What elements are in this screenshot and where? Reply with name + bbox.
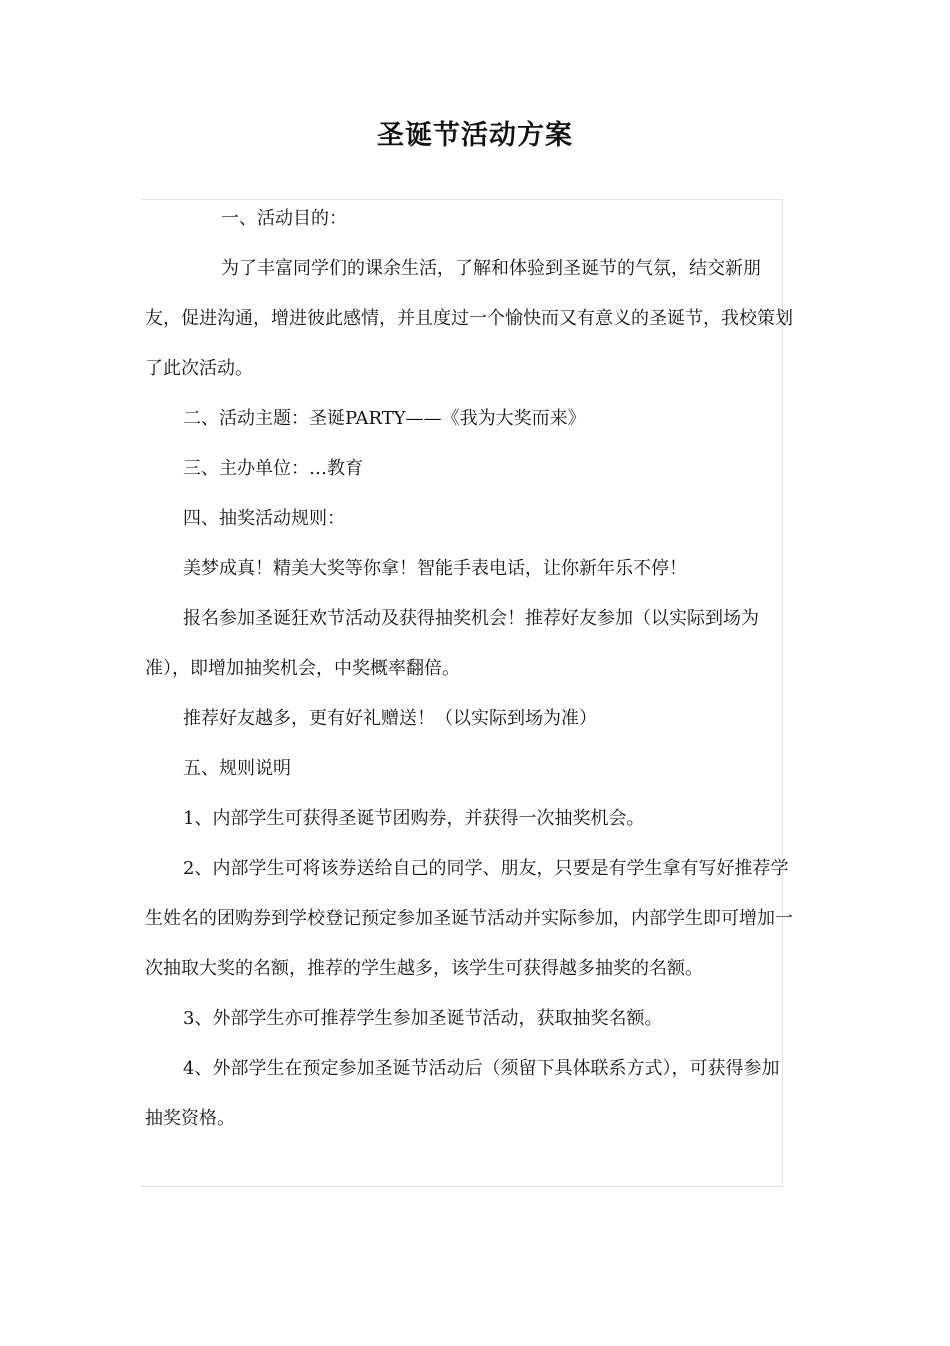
rule-item-3: 3、外部学生亦可推荐学生参加圣诞节活动，获取抽奖名额。 <box>183 1008 663 1029</box>
document-body <box>145 194 793 1144</box>
section-heading-theme: 二、活动主题：圣诞PARTY——《我为大奖而来》 <box>183 408 586 429</box>
section-heading-purpose: 一、活动目的： <box>221 208 347 229</box>
paragraph-signup: 报名参加圣诞狂欢节活动及获得抽奖机会！推荐好友参加（以实际到场为准），即增加抽奖机会，中奖概率翻倍。 <box>145 608 759 679</box>
rule-item-4: 4、外部学生在预定参加圣诞节活动后（须留下具体联系方式），可获得参加抽奖资格。 <box>145 1058 780 1129</box>
section-heading-rules: 五、规则说明 <box>183 758 291 779</box>
section-heading-lottery-rules: 四、抽奖活动规则： <box>183 508 345 529</box>
paragraph-purpose: 为了丰富同学们的课余生活，了解和体验到圣诞节的气氛，结交新朋友，促进沟通，增进彼此感情，并且度过一个愉快而又有意义的圣诞节，我校策划了此次活动。 <box>145 258 793 379</box>
rule-item-1: 1、内部学生可获得圣诞节团购券，并获得一次抽奖机会。 <box>183 808 645 829</box>
document-title: 圣诞节活动方案 <box>377 120 573 151</box>
rule-item-2: 2、内部学生可将该券送给自己的同学、朋友，只要是有学生拿有写好推荐学生姓名的团购券到学校登记预定参加圣诞节活动并实际参加，内部学生即可增加一次抽取大奖的名额，推荐的学生越多，该学生可获得越多抽奖的名额。 <box>145 858 793 979</box>
paragraph-prizes: 美梦成真！精美大奖等你拿！智能手表电话，让你新年乐不停！ <box>183 558 687 579</box>
section-heading-organizer: 三、主办单位：…教育 <box>183 458 363 479</box>
paragraph-referral: 推荐好友越多，更有好礼赠送！（以实际到场为准） <box>183 708 597 729</box>
